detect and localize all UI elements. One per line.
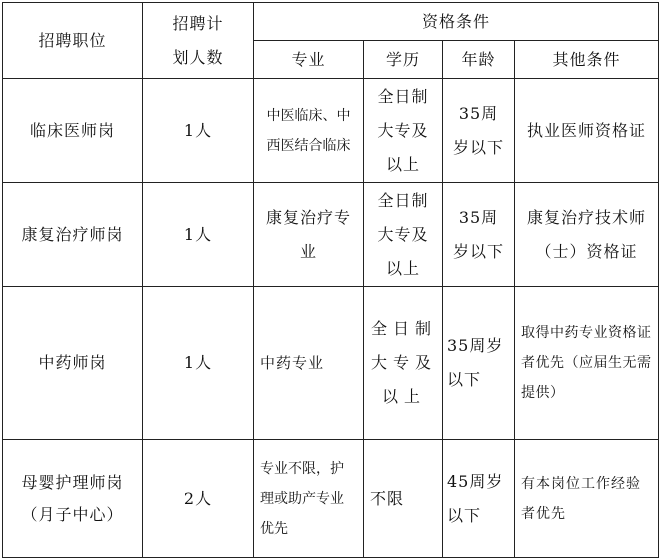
- cell-major: 康复治疗专业: [254, 183, 364, 287]
- cell-count: 2人: [143, 440, 254, 558]
- cell-other: 取得中药专业资格证者优先（应届生无需提供）: [515, 287, 659, 440]
- cell-education: 全日制大专及以上: [364, 183, 443, 287]
- cell-position: 中药师岗: [3, 287, 143, 440]
- header-education: 学历: [364, 41, 443, 79]
- cell-position: 母婴护理师岗（月子中心）: [3, 440, 143, 558]
- header-qualifications: 资格条件: [254, 3, 659, 41]
- table-row: [3, 183, 659, 287]
- cell-count: 1人: [143, 79, 254, 183]
- header-other: 其他条件: [515, 41, 659, 79]
- cell-major: 专业不限，护理或助产专业优先: [254, 440, 364, 558]
- cell-position: 临床医师岗: [3, 79, 143, 183]
- cell-major: 中医临床、中西医结合临床: [254, 79, 364, 183]
- cell-age: 35周岁以下: [443, 183, 515, 287]
- cell-education: 全日制大专及以上: [364, 79, 443, 183]
- cell-position: 康复治疗师岗: [3, 183, 143, 287]
- table-row: [3, 79, 659, 183]
- table-row: [3, 287, 659, 440]
- header-plan: 招聘计划人数: [143, 3, 254, 79]
- cell-other: 有本岗位工作经验者优先: [515, 440, 659, 558]
- cell-age: 35周岁以下: [443, 287, 515, 440]
- cell-age: 45周岁以下: [443, 440, 515, 558]
- cell-other: 执业医师资格证: [515, 79, 659, 183]
- recruitment-table: [2, 2, 659, 558]
- cell-education: 全日制大专及以上: [364, 287, 443, 440]
- cell-other: 康复治疗技术师（士）资格证: [515, 183, 659, 287]
- cell-education: 不限: [364, 440, 443, 558]
- header-major: 专业: [254, 41, 364, 79]
- table-row: [3, 440, 659, 558]
- cell-count: 1人: [143, 287, 254, 440]
- header-position: 招聘职位: [3, 3, 143, 79]
- cell-count: 1人: [143, 183, 254, 287]
- header-age: 年龄: [443, 41, 515, 79]
- header-row-1: [3, 3, 659, 41]
- cell-major: 中药专业: [254, 287, 364, 440]
- cell-age: 35周岁以下: [443, 79, 515, 183]
